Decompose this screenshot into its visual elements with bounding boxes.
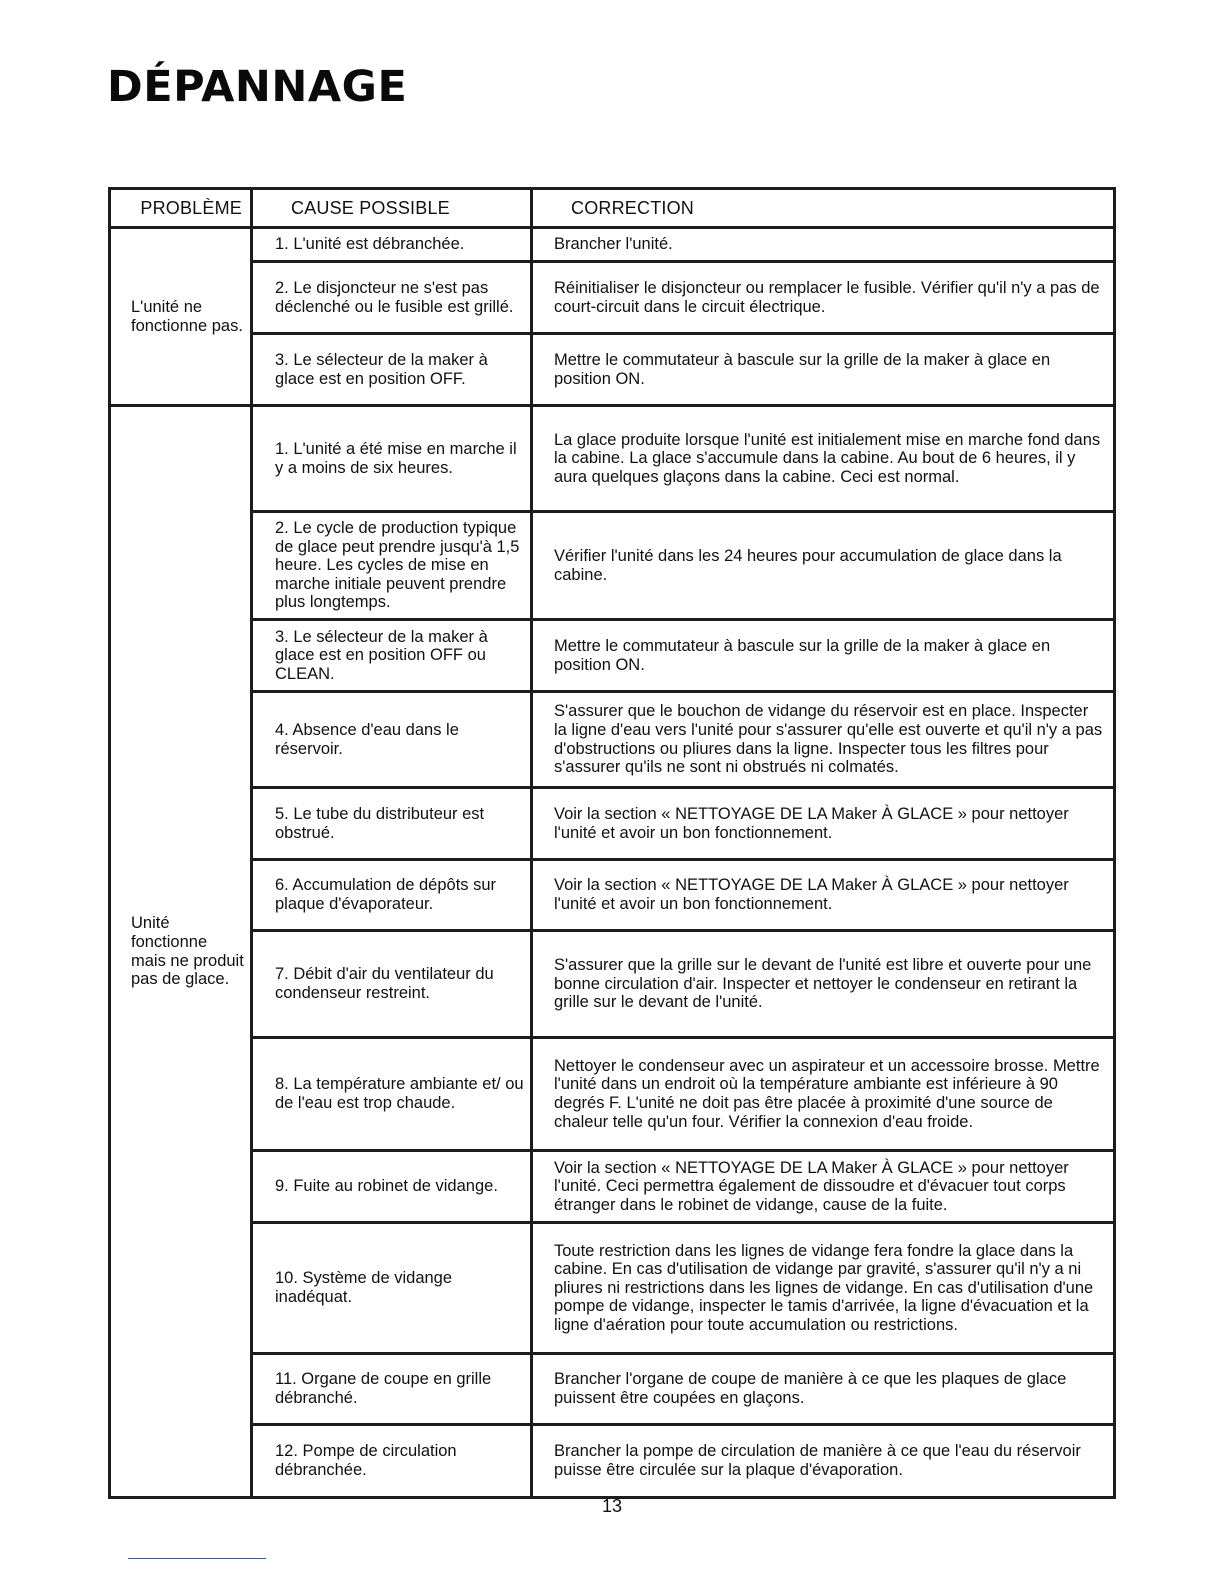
cause-cell: 1. L'unité est débranchée. (252, 228, 532, 262)
correction-cell: Réinitialiser le disjoncteur ou remplacer le fusible. Vérifier qu'il n'y a pas de court-circuit dans le circuit électrique. (532, 262, 1115, 334)
correction-cell: Mettre le commutateur à bascule sur la grille de la maker à glace en position ON. (532, 620, 1115, 692)
cause-cell: 4. Absence d'eau dans le réservoir. (252, 692, 532, 788)
table-row (110, 692, 1115, 788)
cause-cell: 9. Fuite au robinet de vidange. (252, 1151, 532, 1223)
table-row (110, 1223, 1115, 1354)
correction-cell: Toute restriction dans les lignes de vidange fera fondre la glace dans la cabine. En cas d'utilisation de vidange par gravité, s'assurer qu'il n'y a ni pliures ni restrictions dans les lignes de vidange. En cas d'utilisation d'une pompe de vidange, inspecter le tamis d'arrivée, la ligne d'évacuation et la ligne d'aération pour toute accumulation ou restrictions. (532, 1223, 1115, 1354)
table-row (110, 334, 1115, 406)
table-row (110, 228, 1115, 262)
header-correction: CORRECTION (532, 189, 1115, 228)
table-row (110, 860, 1115, 931)
table-row (110, 1151, 1115, 1223)
correction-cell: S'assurer que la grille sur le devant de l'unité est libre et ouverte pour une bonne circulation d'air. Inspecter et nettoyer le condenseur en retirant la grille sur le devant de l'unité. (532, 931, 1115, 1038)
cause-cell: 5. Le tube du distributeur est obstrué. (252, 788, 532, 860)
problem-cell: L'unité ne fonctionne pas. (110, 228, 252, 406)
page-title: DÉPANNAGE (107, 62, 408, 112)
correction-cell: Nettoyer le condenseur avec un aspirateur et un accessoire brosse. Mettre l'unité dans un endroit où la température ambiante est inférieure à 90 degrés F. L'unité ne doit pas être placée à proximité d'une source de chaleur telle qu'un four. Vérifier la connexion d'eau froide. (532, 1038, 1115, 1151)
cause-cell: 12. Pompe de circulation débranchée. (252, 1425, 532, 1498)
cause-cell: 2. Le cycle de production typique de glace peut prendre jusqu'à 1,5 heure. Les cycles de mise en marche initiale peuvent prendre plus longtemps. (252, 512, 532, 620)
correction-cell: Mettre le commutateur à bascule sur la grille de la maker à glace en position ON. (532, 334, 1115, 406)
correction-cell: Voir la section « NETTOYAGE DE LA Maker À GLACE » pour nettoyer l'unité. Ceci permettra également de dissoudre et d'évacuer tout corps étranger dans le robinet de vidange, cause de la fuite. (532, 1151, 1115, 1223)
table-row (110, 512, 1115, 620)
table-row (110, 931, 1115, 1038)
cause-cell: 8. La température ambiante et/ ou de l'eau est trop chaude. (252, 1038, 532, 1151)
table-row (110, 1038, 1115, 1151)
cause-cell: 10. Système de vidange inadéquat. (252, 1223, 532, 1354)
footer-rule (128, 1558, 266, 1559)
page-number: 13 (601, 1496, 623, 1516)
correction-cell: Brancher la pompe de circulation de manière à ce que l'eau du réservoir puisse être circulée sur la plaque d'évaporation. (532, 1425, 1115, 1498)
cause-cell: 1. L'unité a été mise en marche il y a moins de six heures. (252, 406, 532, 512)
table-header-row (110, 189, 1115, 228)
table-row (110, 788, 1115, 860)
table-row (110, 1354, 1115, 1425)
header-cause: CAUSE POSSIBLE (252, 189, 532, 228)
correction-cell: Brancher l'organe de coupe de manière à ce que les plaques de glace puissent être coupées en glaçons. (532, 1354, 1115, 1425)
header-problem: PROBLÈME (110, 189, 252, 228)
cause-cell: 6. Accumulation de dépôts sur plaque d'évaporateur. (252, 860, 532, 931)
correction-cell: Vérifier l'unité dans les 24 heures pour accumulation de glace dans la cabine. (532, 512, 1115, 620)
cause-cell: 2. Le disjoncteur ne s'est pas déclenché ou le fusible est grillé. (252, 262, 532, 334)
correction-cell: Brancher l'unité. (532, 228, 1115, 262)
table-row (110, 262, 1115, 334)
table-row (110, 1425, 1115, 1498)
correction-cell: Voir la section « NETTOYAGE DE LA Maker À GLACE » pour nettoyer l'unité et avoir un bon fonctionnement. (532, 860, 1115, 931)
cause-cell: 7. Débit d'air du ventilateur du condenseur restreint. (252, 931, 532, 1038)
troubleshooting-table (108, 187, 1116, 1499)
problem-cell: Unité fonctionne mais ne produit pas de glace. (110, 406, 252, 1498)
cause-cell: 11. Organe de coupe en grille débranché. (252, 1354, 532, 1425)
correction-cell: S'assurer que le bouchon de vidange du réservoir est en place. Inspecter la ligne d'eau vers l'unité pour s'assurer qu'elle est ouverte et qu'il n'y a pas d'obstructions ou pliures dans la ligne. Inspecter tous les filtres pour s'assurer qu'ils ne sont ni obstrués ni colmatés. (532, 692, 1115, 788)
table-row (110, 406, 1115, 512)
cause-cell: 3. Le sélecteur de la maker à glace est en position OFF ou CLEAN. (252, 620, 532, 692)
cause-cell: 3. Le sélecteur de la maker à glace est en position OFF. (252, 334, 532, 406)
correction-cell: La glace produite lorsque l'unité est initialement mise en marche fond dans la cabine. La glace s'accumule dans la cabine. Au bout de 6 heures, il y aura quelques glaçons dans la cabine. Ceci est normal. (532, 406, 1115, 512)
correction-cell: Voir la section « NETTOYAGE DE LA Maker À GLACE » pour nettoyer l'unité et avoir un bon fonctionnement. (532, 788, 1115, 860)
table-row (110, 620, 1115, 692)
